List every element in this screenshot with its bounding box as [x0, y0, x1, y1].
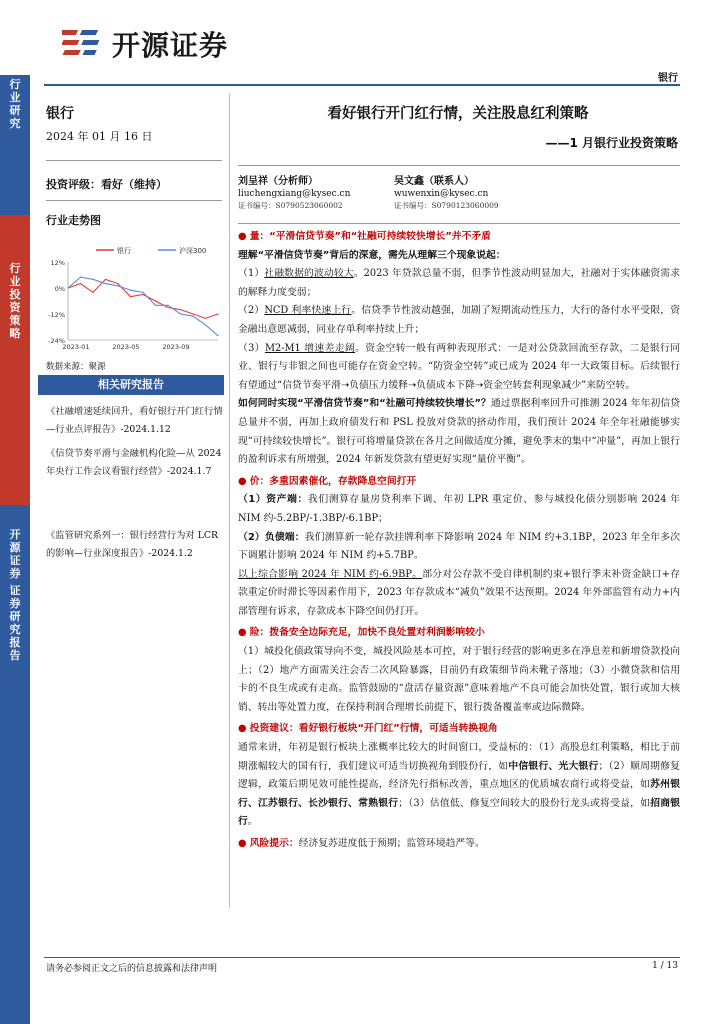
data-point: [105, 283, 106, 284]
data-point: [92, 279, 93, 280]
data-point: [142, 292, 143, 293]
bullet-icon: ●: [238, 723, 247, 735]
data-point: [217, 313, 218, 314]
related-report-item[interactable]: 《信贷节奏平滑与金融机构化险—从 2024 年央行工作会议看银行经营》-2024.1.7: [46, 448, 222, 477]
author-cert: 证书编号：S0790523060002: [238, 201, 343, 210]
data-point: [80, 283, 81, 284]
data-point: [167, 305, 168, 306]
section-heading: 价：多重因素催化，存款降息空间打开: [249, 475, 417, 487]
sidebar-bottom: [0, 505, 30, 1024]
legend-label: 沪深300: [179, 247, 207, 255]
author-name: 刘呈祥（分析师）: [238, 176, 318, 187]
report-title: 看好银行开门红行情，关注股息红利策略: [327, 106, 589, 122]
related-reports-heading: 相关研究报告: [38, 375, 224, 395]
company-logo-icon: [62, 26, 108, 62]
paragraph: 通常来讲，年初是银行板块上涨概率比较大的时间窗口，受益标的：（1）高股息红利策略，相比于前期涨幅较大的国有行，我们建议可适当切换视角到股份行，如中信银行、光大银行；（2）顺周期修复逻辑，政策后期见效可能性提高，经济先行指标改善，重点地区的优质城农商行或将受益，如苏州银行、江苏银行、长沙银行、常熟银行；（3）估值低、修复空间较大的股份行龙头或将受益，如招商银行。: [238, 742, 681, 828]
data-point: [192, 313, 193, 314]
data-point: [155, 300, 156, 301]
legend-label: 银行: [117, 247, 131, 255]
paragraph: （1）城投化债政策导向不变，城投风险基本可控，对于银行经营的影响更多在净息差和新增贷款投向上；（2）地产方面需关注会否二次风险暴露，目前仍有政策细节尚未靴子落地；（3）小微贷款和信用卡的不良生成或有走高。监管鼓励的“盘活存量资源”意味着地产不良可能会加快处置，银行或加大核销、转出等处置力度，在保持利润合理增长前提下，银行拨备覆盖率或边际微降。: [238, 646, 680, 713]
author-card: [238, 176, 350, 212]
data-point: [217, 335, 218, 336]
divider: [46, 200, 222, 201]
y-tick-label: -12%: [48, 311, 65, 319]
brand-name: 开源证券: [112, 29, 229, 62]
bullet-icon: ●: [238, 231, 247, 242]
report-date: 2024 年 01 月 16 日: [46, 130, 153, 143]
header-divider: [44, 84, 680, 86]
paragraph: 以上综合影响 2024 年 NIM 约-6.9BP。部分对公存款不受自律机制约束+银行季末补资金缺口+存款重定价时滞长等因素作用下，2023 年存款成本“减负”效果不达预期。2024 年外部监管有动力+内部管理有诉求，存款成本下降空间仍打开。: [238, 568, 681, 617]
divider: [46, 160, 222, 161]
data-point: [117, 285, 118, 286]
sidebar-label-research-report: 证券研究报告: [9, 584, 21, 662]
divider: [238, 165, 680, 166]
risk-text: 经济复苏进度低于预期；监管环境趋严等。: [298, 838, 485, 849]
data-point: [205, 318, 206, 319]
section-heading: 风险提示：: [249, 838, 299, 849]
paragraph: （2）负债端：我们测算新一轮存款挂牌利率下降影响 2024 年 NIM 约+3.1BP，2023 年全年多次下调累计影响 2024 年 NIM 约+5.7BP。: [238, 531, 680, 562]
author-email[interactable]: liuchengxiang@kysec.cn: [238, 189, 351, 199]
section-heading: 投资建议：看好银行板块“开门红”行情，可适当转换视角: [249, 723, 498, 735]
report-subtitle: ——1 月银行业投资策略: [545, 136, 678, 150]
related-report-item[interactable]: 《监管研究系列一：银行经营行为对 LCR 的影响—行业深度报告》-2024.1.2: [46, 530, 218, 559]
paragraph: （1）资产端：我们测算存量房贷利率下调、年初 LPR 重定价、参与城投化债分别影响 2024 年 NIM 约-5.2BP/-1.3BP/-6.1BP；: [238, 494, 680, 524]
data-point: [155, 305, 156, 306]
data-point: [117, 283, 118, 284]
body-section-volume: [238, 228, 680, 854]
x-tick-label: 2023-01: [62, 343, 90, 351]
data-point: [180, 309, 181, 310]
data-point: [92, 292, 93, 293]
bullet-icon: ●: [238, 627, 247, 639]
data-source: 数据来源：聚源: [46, 362, 106, 372]
author-name: 吴文鑫（联系人）: [394, 176, 474, 187]
data-point: [142, 294, 143, 295]
data-point: [205, 324, 206, 325]
data-point: [192, 316, 193, 317]
industry-name: 银行: [46, 106, 74, 122]
data-point: [167, 307, 168, 308]
section-heading: 险：拨备安全边际充足，加快不良处置对利润影响较小: [249, 627, 485, 639]
data-point: [67, 287, 68, 288]
related-report-item[interactable]: 《社融增速延续回升，看好银行开门红行情—行业点评报告》-2024.1.12: [46, 406, 223, 435]
data-point: [130, 290, 131, 291]
footer-disclaimer: 请务必参阅正文之后的信息披露和法律声明: [46, 964, 218, 974]
sidebar-label-strategy: 行业投资策略: [9, 262, 21, 340]
y-tick-label: -24%: [48, 337, 65, 345]
paragraph: （3）M2-M1 增速差走阔。资金空转一般有两种表现形式：一是对公贷款回流至存款，二是银行同业、银行与非银之间也可能存在资金空转。“防资金空转”或已成为 2024 年一大政策目标。后续银行有望通过“信贷节奏平滑➝负债压力缓释➝负债成本下降➝资金空转套利现象减少”来防空转。: [238, 342, 681, 391]
x-tick-label: 2023-09: [162, 343, 190, 351]
series-line: [68, 279, 218, 318]
y-tick-label: 0%: [54, 285, 65, 293]
bullet-icon: ●: [238, 475, 247, 487]
trend-chart: [38, 240, 224, 358]
sidebar-label-industry-research: 行业研究: [9, 78, 21, 130]
data-point: [180, 313, 181, 314]
sidebar-middle: [0, 215, 30, 505]
paragraph: 如何同时实现“平滑信贷节奏”和“社融可持续较快增长”？通过票据利率回升可推测 2024 年年初信贷总量并不弱，再加上政府债发行和 PSL 投放对贷款的挤动作用，我们预计 2024 年全年社融能够实现“可持续较快增长”。银行可将增量贷款在各月之间做适度分摊，避免季末的集中“冲量”，再加上银行的盈利诉求有所增强，2024 年新发贷款有望更好实现“量价平衡”。: [238, 398, 680, 466]
y-tick-label: 12%: [50, 259, 65, 267]
series-line: [68, 277, 218, 336]
sidebar-label-brand: 开源证券: [9, 528, 21, 580]
trend-chart-title: 行业走势图: [46, 214, 101, 227]
column-divider: [229, 93, 230, 908]
author-email[interactable]: wuwenxin@kysec.cn: [394, 189, 489, 199]
paragraph: 理解“平滑信贷节奏”背后的深意，需先从理解三个现象说起：: [238, 249, 506, 261]
author-cert: 证书编号：S0790123060009: [394, 201, 499, 210]
divider: [238, 223, 680, 224]
footer-divider: [44, 957, 680, 958]
data-point: [130, 296, 131, 297]
paragraph: （2）NCD 利率快速上行。信贷季节性波动越强，加剧了短期流动性压力，大行的备付水平受限，资金融出意愿减弱，同业存单利率持续上升；: [238, 305, 681, 335]
paragraph: （1）社融数据的波动较大。2023 年贷款总量不弱，但季节性波动明显加大，社融对于实体融资需求的解释力度变弱；: [238, 268, 681, 298]
data-point: [80, 277, 81, 278]
page-number: 1 / 13: [652, 961, 678, 971]
header-category: 银行: [658, 73, 678, 84]
section-heading: 量：“平滑信贷节奏”和“社融可持续较快增长”并不矛盾: [249, 231, 491, 242]
x-tick-label: 2023-05: [112, 343, 140, 351]
author-card: [394, 176, 499, 212]
bullet-icon: ●: [238, 838, 247, 849]
data-point: [105, 279, 106, 280]
rating: 投资评级：看好（维持）: [46, 178, 167, 191]
